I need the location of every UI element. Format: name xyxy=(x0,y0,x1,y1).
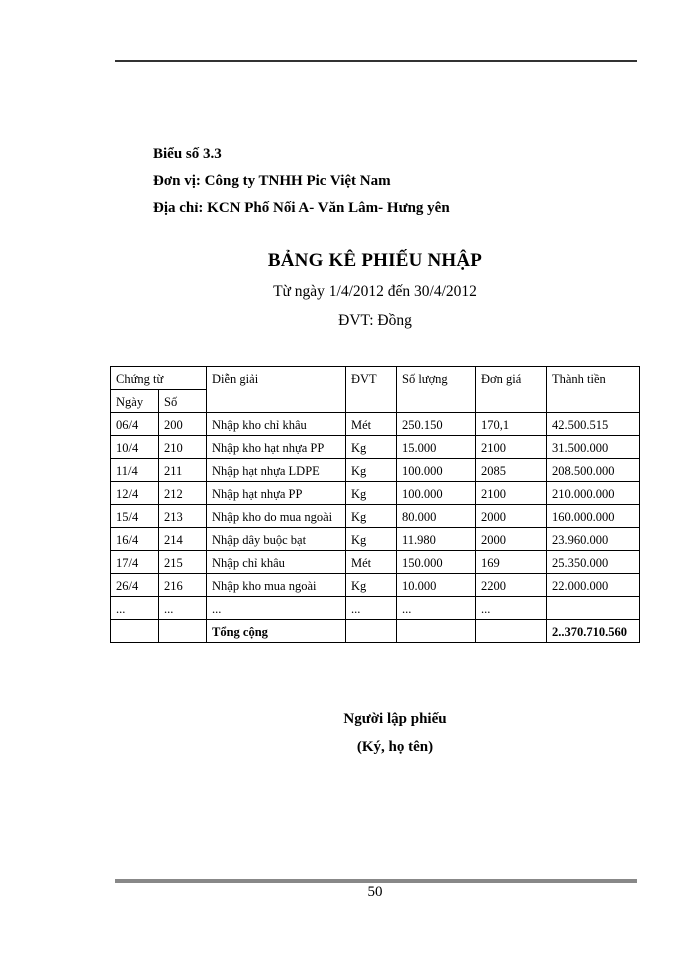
cell-amount: 208.500.000 xyxy=(547,459,640,482)
cell-date: 10/4 xyxy=(111,436,159,459)
header-quantity: Số lượng xyxy=(397,367,476,413)
cell-date: 15/4 xyxy=(111,505,159,528)
cell-unit: Kg xyxy=(346,459,397,482)
cell-quantity: 100.000 xyxy=(397,482,476,505)
signer-note: (Ký, họ tên) xyxy=(356,739,434,755)
cell-number: 215 xyxy=(159,551,207,574)
cell-quantity: 100.000 xyxy=(397,459,476,482)
footer-rule xyxy=(115,879,637,883)
empty-cell xyxy=(397,620,476,643)
cell-number: 214 xyxy=(159,528,207,551)
signature-block xyxy=(0,705,700,761)
header-date: Ngày xyxy=(111,390,159,413)
header-amount: Thành tiền xyxy=(547,367,640,413)
cell-description: Nhập hạt nhựa PP xyxy=(207,482,346,505)
cell-amount: 23.960.000 xyxy=(547,528,640,551)
cell-date: 06/4 xyxy=(111,413,159,436)
table-row xyxy=(111,436,640,459)
cell-unit-price: 2085 xyxy=(476,459,547,482)
cell-number: 216 xyxy=(159,574,207,597)
cell-quantity: 250.150 xyxy=(397,413,476,436)
cell-amount: 31.500.000 xyxy=(547,436,640,459)
cell-unit: Kg xyxy=(346,505,397,528)
company-unit: Đơn vị: Công ty TNHH Pic Việt Nam xyxy=(153,173,391,189)
cell-description: Nhập chỉ khâu xyxy=(207,551,346,574)
header-unit-price: Đơn giá xyxy=(476,367,547,413)
cell-date: 26/4 xyxy=(111,574,159,597)
cell-quantity: 15.000 xyxy=(397,436,476,459)
cell-amount: 160.000.000 xyxy=(547,505,640,528)
receipt-ledger-table xyxy=(110,366,640,643)
date-range: Từ ngày 1/4/2012 đến 30/4/2012 xyxy=(273,283,477,300)
page-number: 50 xyxy=(367,884,383,900)
cell-amount xyxy=(547,597,640,620)
cell-description: Nhập kho hạt nhựa PP xyxy=(207,436,346,459)
cell-description: ... xyxy=(207,597,346,620)
header-voucher: Chứng từ xyxy=(111,367,207,390)
cell-quantity: 11.980 xyxy=(397,528,476,551)
cell-date: ... xyxy=(111,597,159,620)
currency-unit: ĐVT: Đồng xyxy=(338,312,412,329)
cell-unit: Mét xyxy=(346,413,397,436)
cell-unit-price: 169 xyxy=(476,551,547,574)
cell-quantity: 10.000 xyxy=(397,574,476,597)
cell-unit-price: 2100 xyxy=(476,436,547,459)
cell-unit-price: 2200 xyxy=(476,574,547,597)
table-row xyxy=(111,597,640,620)
cell-quantity: 80.000 xyxy=(397,505,476,528)
cell-date: 11/4 xyxy=(111,459,159,482)
cell-unit-price: 2000 xyxy=(476,505,547,528)
table-row xyxy=(111,413,640,436)
cell-unit: Kg xyxy=(346,482,397,505)
cell-date: 17/4 xyxy=(111,551,159,574)
cell-amount: 25.350.000 xyxy=(547,551,640,574)
header-description: Diễn giải xyxy=(207,367,346,413)
cell-amount: 22.000.000 xyxy=(547,574,640,597)
empty-cell xyxy=(346,620,397,643)
cell-date: 12/4 xyxy=(111,482,159,505)
table-row xyxy=(111,459,640,482)
cell-unit: ... xyxy=(346,597,397,620)
cell-description: Nhập dây buộc bạt xyxy=(207,528,346,551)
document-title: BẢNG KÊ PHIẾU NHẬP xyxy=(267,250,483,271)
table-row xyxy=(111,528,640,551)
cell-quantity: ... xyxy=(397,597,476,620)
cell-amount: 210.000.000 xyxy=(547,482,640,505)
cell-quantity: 150.000 xyxy=(397,551,476,574)
total-row xyxy=(111,620,640,643)
table-row xyxy=(111,574,640,597)
company-address: Địa chỉ: KCN Phố Nối A- Văn Lâm- Hưng yên xyxy=(153,200,450,216)
table-row xyxy=(111,505,640,528)
cell-number: ... xyxy=(159,597,207,620)
cell-number: 213 xyxy=(159,505,207,528)
cell-number: 200 xyxy=(159,413,207,436)
cell-date: 16/4 xyxy=(111,528,159,551)
cell-unit-price: 2100 xyxy=(476,482,547,505)
total-amount: 2..370.710.560 xyxy=(547,620,640,643)
cell-unit-price: 2000 xyxy=(476,528,547,551)
cell-unit-price: ... xyxy=(476,597,547,620)
cell-unit: Kg xyxy=(346,436,397,459)
cell-unit: Kg xyxy=(346,574,397,597)
signer-role: Người lập phiếu xyxy=(343,711,447,727)
table-row xyxy=(111,482,640,505)
header-row xyxy=(111,367,640,390)
cell-description: Nhập kho mua ngoài xyxy=(207,574,346,597)
empty-cell xyxy=(159,620,207,643)
header-unit: ĐVT xyxy=(346,367,397,413)
cell-unit: Mét xyxy=(346,551,397,574)
cell-number: 210 xyxy=(159,436,207,459)
cell-amount: 42.500.515 xyxy=(547,413,640,436)
empty-cell xyxy=(476,620,547,643)
cell-description: Nhập kho do mua ngoài xyxy=(207,505,346,528)
cell-number: 212 xyxy=(159,482,207,505)
document-header xyxy=(153,141,450,222)
cell-description: Nhập hạt nhựa LDPE xyxy=(207,459,346,482)
cell-unit-price: 170,1 xyxy=(476,413,547,436)
form-number: Biểu số 3.3 xyxy=(153,146,222,162)
cell-number: 211 xyxy=(159,459,207,482)
table-row xyxy=(111,551,640,574)
cell-unit: Kg xyxy=(346,528,397,551)
cell-description: Nhập kho chỉ khâu xyxy=(207,413,346,436)
total-label: Tổng cộng xyxy=(207,620,346,643)
empty-cell xyxy=(111,620,159,643)
header-rule xyxy=(115,60,637,62)
header-number: Số xyxy=(159,390,207,413)
